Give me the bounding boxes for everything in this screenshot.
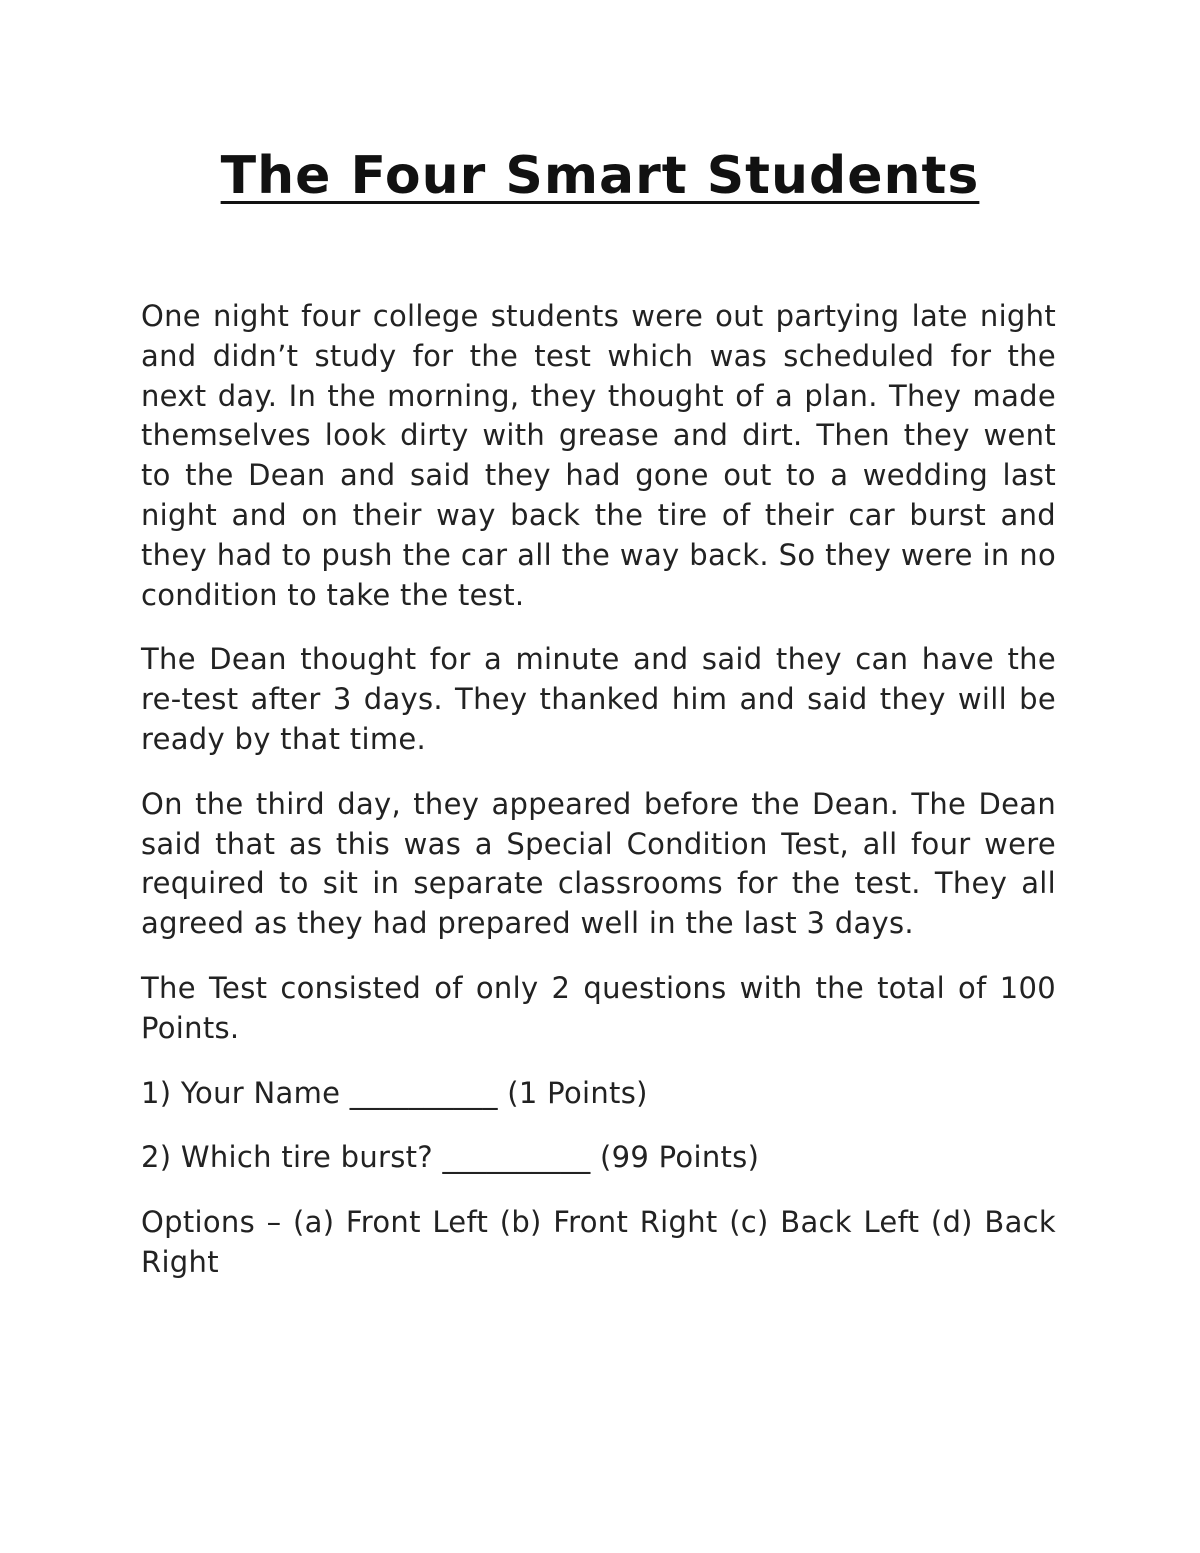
document-title-text: The Four Smart Students: [220, 146, 980, 206]
paragraph-dean-response: The Dean thought for a minute and said they can have the re-test after 3 days. They thanked him and said they will be ready by that time.: [141, 642, 1056, 756]
document-title: [0, 138, 1200, 214]
paragraph-test-description: The Test consisted of only 2 questions with the total of 100 Points.: [141, 970, 1056, 1045]
paragraph-story-intro: One night four college students were out partying late night and didn’t study for the test which was scheduled for the next day. In the morning, they thought of a plan. They made themselves look dirty with grease and dirt. Then they went to the Dean and said they had gone out to a wedding last night and on their way back the tire of their car burst and they had to push the car all the way back. So they were in no condition to take the test.: [141, 299, 1056, 612]
paragraph-third-day: On the third day, they appeared before the Dean. The Dean said that as this was a Special Condition Test, all four were required to sit in separate classrooms for the test. They all agreed as they had prepared well in the last 3 days.: [141, 786, 1056, 941]
question-two: 2) Which tire burst? __________ (99 Points): [141, 1140, 760, 1175]
answer-options: Options – (a) Front Left (b) Front Right (c) Back Left (d) Back Right: [141, 1205, 1056, 1279]
document-body: [141, 297, 1056, 1308]
question-one: 1) Your Name __________ (1 Points): [141, 1075, 648, 1110]
